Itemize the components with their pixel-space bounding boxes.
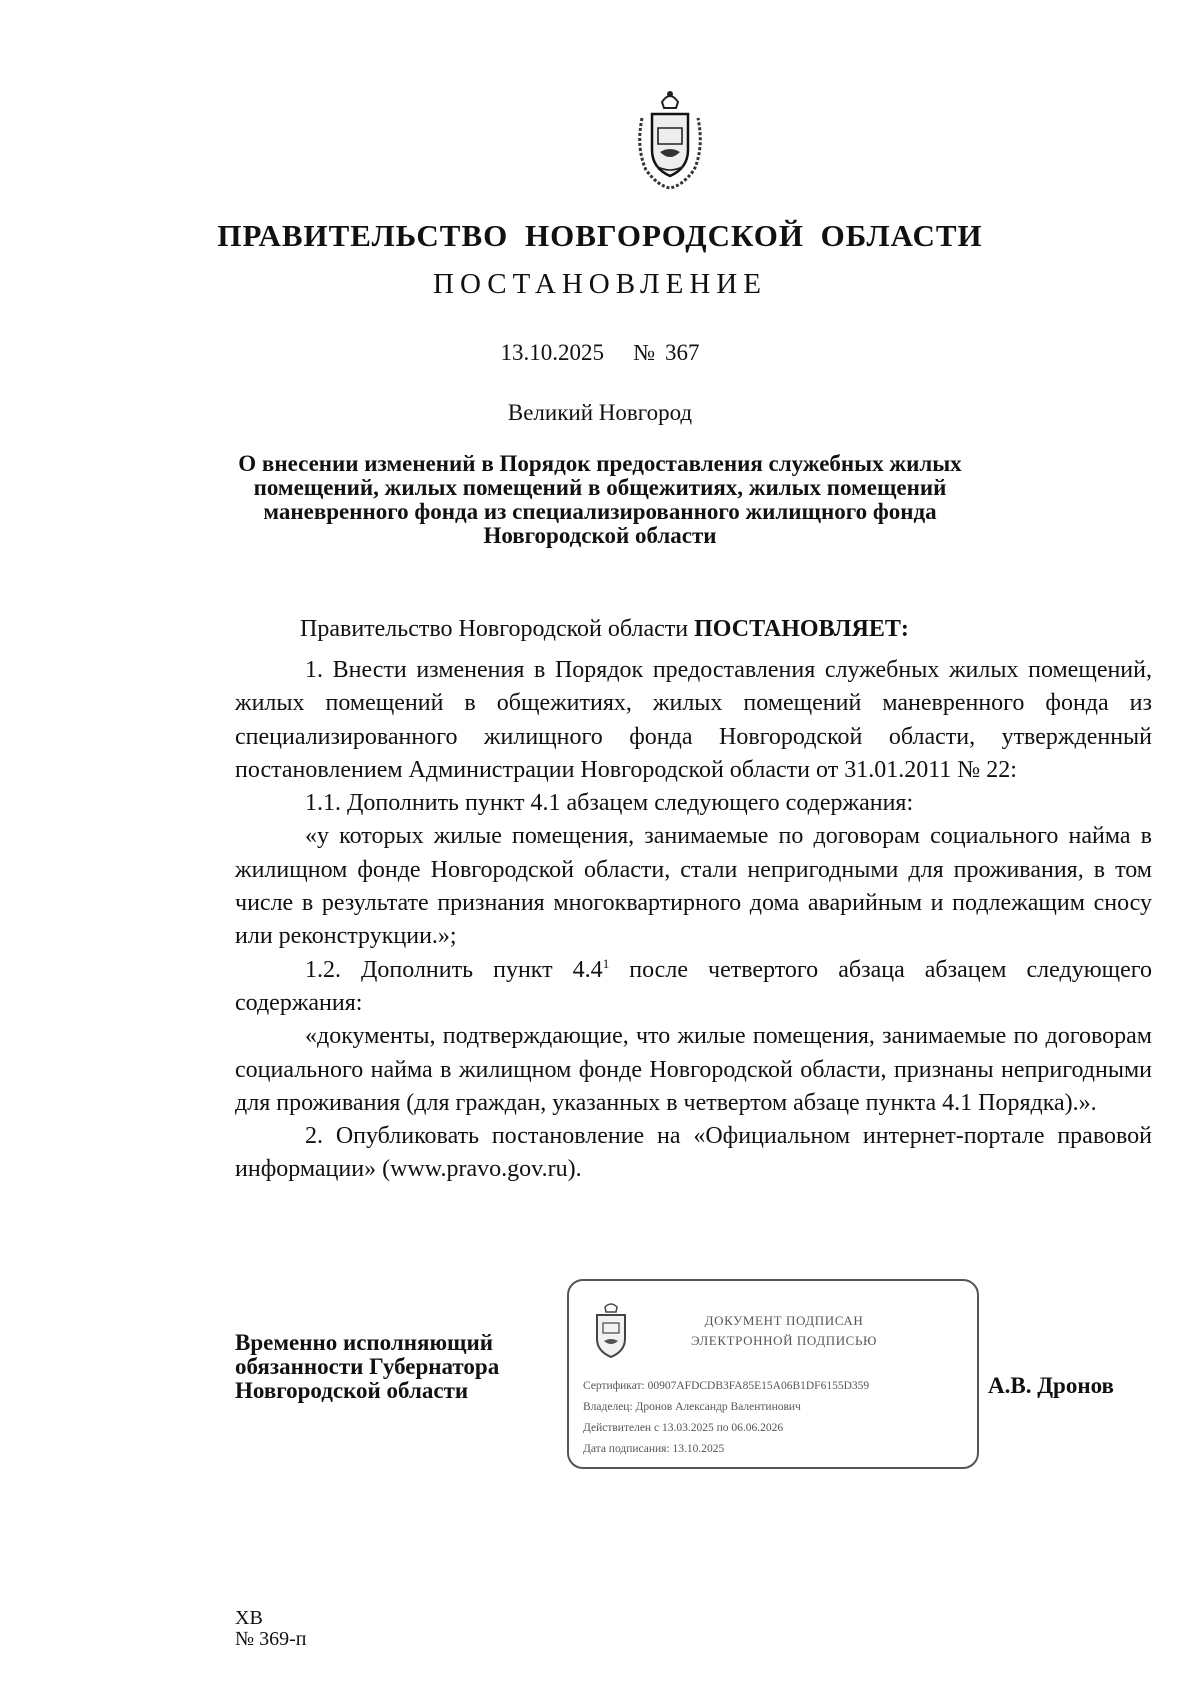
paragraph-1-2-superscript: 1 bbox=[602, 955, 610, 971]
paragraph-1-2-start: 1.2. Дополнить пункт 4.4 bbox=[305, 956, 603, 983]
stamp-owner: Владелец: Дронов Александр Валентинович bbox=[583, 1401, 801, 1413]
date-and-number: 13.10.2025 № 367 bbox=[500, 340, 700, 365]
signatory-role-line-3: Новгородской области bbox=[235, 1378, 469, 1403]
document-subject: О внесении изменений в Порядок предоставления служебных жилых помещений, жилых помещений в общежитиях, жилых помещений маневренного фонда из специализированного жилищного фонда Новгородской области bbox=[238, 451, 962, 548]
stamp-emblem-icon bbox=[589, 1303, 633, 1359]
stamp-title bbox=[674, 1311, 894, 1351]
preamble-text: Правительство Новгородской области bbox=[300, 616, 695, 642]
document-body bbox=[235, 654, 1152, 1187]
signatory-role bbox=[235, 1331, 555, 1403]
stamp-title-line-1: ДОКУМЕНТ ПОДПИСАН bbox=[704, 1313, 864, 1328]
preamble-verb: ПОСТАНОВЛЯЕТ: bbox=[694, 616, 909, 642]
stamp-title-line-2: ЭЛЕКТРОННОЙ ПОДПИСЬЮ bbox=[691, 1333, 877, 1348]
stamp-details bbox=[583, 1376, 869, 1460]
document-type: ПОСТАНОВЛЕНИЕ bbox=[433, 268, 767, 300]
paragraph-1-2-end: после четвертого абзаца абзацем следующего содержания: bbox=[235, 956, 1152, 1016]
paragraph-1-2 bbox=[235, 954, 1152, 1021]
footer bbox=[235, 1608, 306, 1650]
stamp-certificate: Сертификат: 00907AFDCDB3FA85E15A06B1DF6155D359 bbox=[583, 1380, 870, 1392]
coat-of-arms-emblem bbox=[632, 88, 708, 192]
stamp-validity: Действителен с 13.03.2025 по 06.06.2026 bbox=[583, 1422, 784, 1434]
city: Великий Новгород bbox=[507, 400, 693, 425]
footer-initials: ХВ bbox=[235, 1607, 263, 1629]
paragraph-1-1: 1.1. Дополнить пункт 4.1 абзацем следующего содержания: bbox=[305, 790, 914, 817]
signatory-role-line-1: Временно исполняющий bbox=[235, 1330, 493, 1355]
preamble bbox=[300, 616, 909, 643]
paragraph-1: 1. Внести изменения в Порядок предоставления служебных жилых помещений, жилых помещений в общежитиях, жилых помещений маневренного фонда из специализированного жилищного фонда Новгородской области, утвержденный постановлением Администрации Новгородской области от 31.01.2011 № 22: bbox=[235, 657, 1152, 783]
organization-title: ПРАВИТЕЛЬСТВО НОВГОРОДСКОЙ ОБЛАСТИ bbox=[217, 218, 983, 253]
paragraph-2: 2. Опубликовать постановление на «Официальном интернет-портале правовой информации» (www.pravo.gov.ru). bbox=[235, 1123, 1152, 1183]
signatory-role-line-2: обязанности Губернатора bbox=[235, 1354, 500, 1379]
paragraph-1-1-quote: «у которых жилые помещения, занимаемые по договорам социального найма в жилищном фонде Новгородской области, стали непригодными для проживания, в том числе в результате признания многоквартирного дома аварийным и подлежащим сносу или реконструкции.»; bbox=[235, 823, 1152, 950]
footer-number: № 369-п bbox=[235, 1628, 307, 1650]
signatory-name: А.В. Дронов bbox=[988, 1373, 1114, 1398]
paragraph-1-2-quote: «документы, подтверждающие, что жилые помещения, занимаемые по договорам социального найма в жилищном фонде Новгородской области, признаны непригодными для проживания (для граждан, указанных в четвертом абзаце пункта 4.1 Порядка).». bbox=[235, 1023, 1152, 1116]
electronic-signature-stamp bbox=[567, 1279, 979, 1469]
stamp-signed-date: Дата подписания: 13.10.2025 bbox=[583, 1443, 725, 1455]
